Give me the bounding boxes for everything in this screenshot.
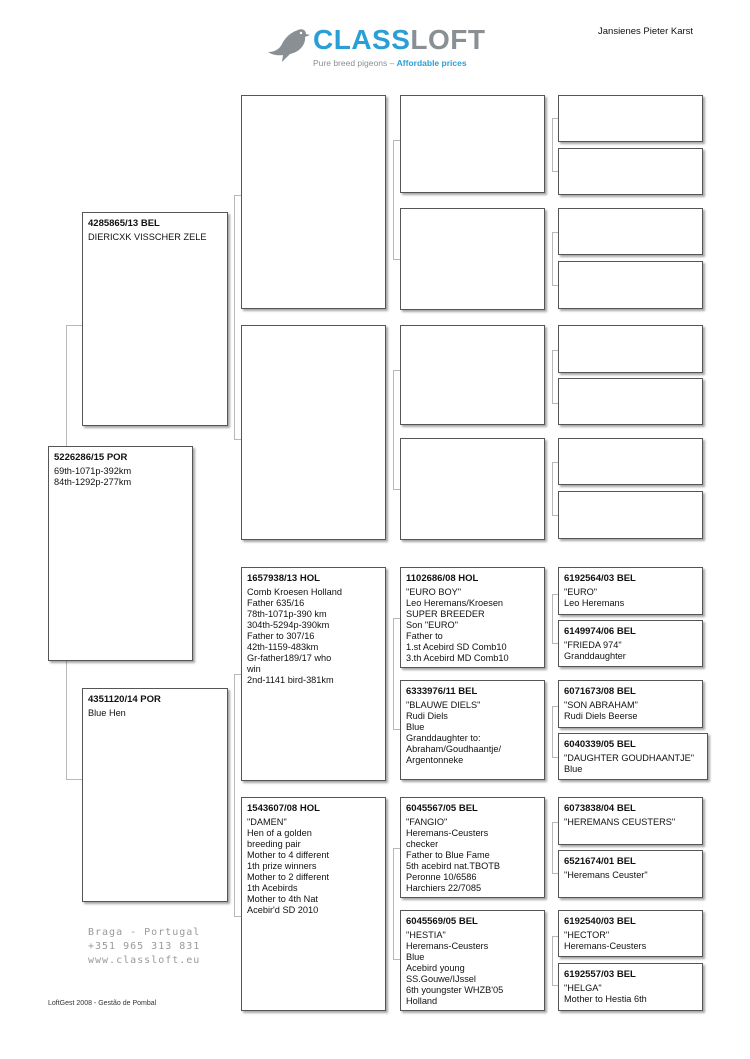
pigeon-card: 6149974/06 BEL "FRIEDA 974" Granddaughter [558, 620, 703, 667]
connector [393, 140, 400, 260]
pigeon-card-empty [558, 378, 703, 425]
pigeon-card-empty [558, 261, 703, 309]
contact-info [88, 926, 200, 968]
owner-name: Jansienes Pieter Karst [598, 26, 694, 37]
pigeon-card: 6071673/08 BEL "SON ABRAHAM" Rudi Diels Beerse [558, 680, 703, 728]
ring-number: 6149974/06 BEL [564, 626, 636, 637]
pigeon-card-empty [558, 95, 703, 142]
ring-number: 1657938/13 HOL [247, 573, 320, 584]
pigeon-card: 6192557/03 BEL "HELGA" Mother to Hestia 6th [558, 963, 703, 1011]
pigeon-card-empty [558, 148, 703, 195]
pigeon-card-empty [241, 325, 386, 540]
ring-number: 6192564/03 BEL [564, 573, 636, 584]
ring-number: 6045569/05 BEL [406, 916, 478, 927]
ring-number: 6192540/03 BEL [564, 916, 636, 927]
pigeon-card-dam-sire: 1657938/13 HOL Comb Kroesen Holland Father 635/16 78th-1071p-390 km 304th-5294p-390km Father to 307/16 42th-1159-483km Gr-father189/17 who win 2nd-1141 bird-381km [241, 567, 386, 781]
brand-name: CLASSLOFT [313, 24, 486, 55]
pigeon-card-sire: 4285865/13 BEL DIERICXK VISSCHER ZELE [82, 212, 228, 426]
ring-number: 4285865/13 BEL [88, 218, 160, 229]
pigeon-card-dam: 4351120/14 POR Blue Hen [82, 688, 228, 902]
pigeon-card: 6073838/04 BEL "HEREMANS CEUSTERS" [558, 797, 703, 845]
pigeon-card-empty [558, 438, 703, 485]
pigeon-card-empty [400, 95, 545, 193]
pigeon-icon [268, 26, 312, 66]
pigeon-card-empty [400, 438, 545, 540]
contact-city: Braga - Portugal [88, 927, 201, 938]
ring-number: 6040339/05 BEL [564, 739, 636, 750]
pigeon-card-dam-dam: 1543607/08 HOL "DAMEN" Hen of a golden breeding pair Mother to 4 different 1th prize winners Mother to 2 different 1th Acebirds Mother to 4th Nat Acebir'd SD 2010 [241, 797, 386, 1011]
pigeon-card: 6333976/11 BEL "BLAUWE DIELS" Rudi Diels Blue Granddaughter to: Abraham/Goudhaantje/ Argentonneke [400, 680, 545, 780]
ring-number: 6045567/05 BEL [406, 803, 478, 814]
connector [234, 674, 241, 917]
footer-text: LoftGest 2008 - Gestão de Pombal [48, 1000, 157, 1007]
pigeon-card: 6192564/03 BEL "EURO" Leo Heremans [558, 567, 703, 615]
pigeon-card-empty [558, 325, 703, 373]
ring-number: 4351120/14 POR [88, 694, 161, 705]
classloft-logo [268, 22, 488, 72]
contact-web: www.classloft.eu [88, 955, 201, 966]
ring-number: 6521674/01 BEL [564, 856, 636, 867]
connector [393, 370, 400, 490]
ring-number: 6071673/08 BEL [564, 686, 636, 697]
pigeon-card-empty [241, 95, 386, 309]
connector [393, 618, 400, 730]
connector [393, 848, 400, 960]
pigeon-card: 6040339/05 BEL "DAUGHTER GOUDHAANTJE" Blue [558, 733, 708, 780]
pigeon-card: 6045567/05 BEL "FANGIO" Heremans-Ceusters checker Father to Blue Fame 5th acebird nat.TBOTB Peronne 10/6586 Harchiers 22/7085 [400, 797, 545, 898]
connector [234, 195, 241, 440]
ring-number: 1102686/08 HOL [406, 573, 479, 584]
ring-number: 6073838/04 BEL [564, 803, 636, 814]
ring-number: 6192557/03 BEL [564, 969, 636, 980]
ring-number: 5226286/15 POR [54, 452, 128, 463]
pigeon-card: 6521674/01 BEL "Heremans Ceuster" [558, 850, 703, 898]
ring-number: 1543607/08 HOL [247, 803, 320, 814]
pigeon-card-empty [558, 491, 703, 539]
ring-number: 6333976/11 BEL [406, 686, 478, 697]
pigeon-card: 1102686/08 HOL "EURO BOY" Leo Heremans/Kroesen SUPER BREEDER Son "EURO" Father to 1.st Acebird SD Comb10 3.th Acebird MD Comb10 [400, 567, 545, 668]
pigeon-card-subject: 5226286/15 POR 69th-1071p-392km 84th-1292p-277km [48, 446, 193, 661]
pigeon-card-empty [400, 208, 545, 310]
pigeon-card-empty [558, 208, 703, 255]
pigeon-card: 6045569/05 BEL "HESTIA" Heremans-Ceusters Blue Acebird young SS.Gouwe/IJssel 6th youngster WHZB'05 Holland [400, 910, 545, 1011]
contact-phone: +351 965 313 831 [88, 941, 201, 952]
brand-tagline: Pure breed pigeons – Affordable prices [313, 58, 467, 68]
pigeon-card: 6192540/03 BEL "HECTOR" Heremans-Ceusters [558, 910, 703, 957]
pigeon-card-empty [400, 325, 545, 425]
